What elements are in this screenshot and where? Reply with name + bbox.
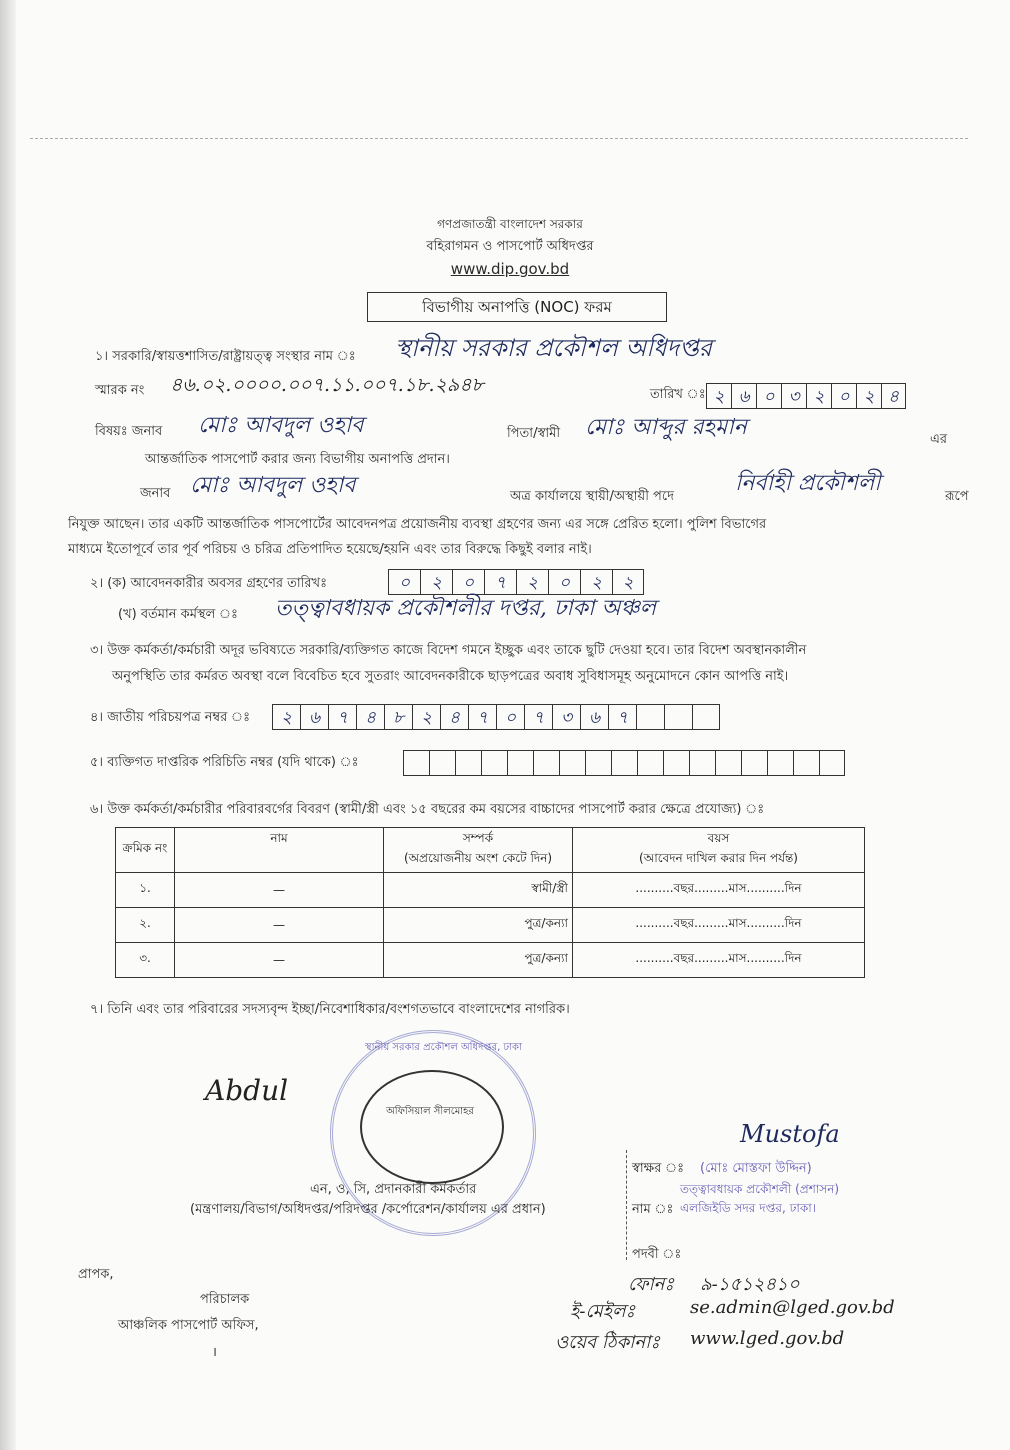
nid-digit: ৭ xyxy=(524,704,552,730)
nid-digit: ৮ xyxy=(384,704,412,730)
phone-value: ৯-১৫১২৪১০ xyxy=(700,1274,800,1295)
col-age-title: বয়স xyxy=(707,831,730,845)
phone-label: ফোনঃ xyxy=(628,1274,675,1295)
right-signature: Mustofa xyxy=(740,1120,840,1148)
recipient-office: আঞ্চলিক পাসপোর্ট অফিস, xyxy=(118,1318,259,1333)
retire-digit: ০ xyxy=(452,569,484,595)
row-age: ..........বছর.........মাস..........দিন xyxy=(573,943,865,978)
form-title: বিভাগীয় অনাপত্তি (NOC) ফরম xyxy=(367,292,667,322)
q3-line1: ৩। উক্ত কর্মকর্তা/কর্মচারী অদূর ভবিষ্যতে সরকারি/ব্যক্তিগত কাজে বিদেশ গমনে ইচ্ছুক এবং তাকে ছুটি দেওয়া হবে। তার বিদেশ অবস্থানকালীন xyxy=(90,643,807,658)
nid-digit: ৬ xyxy=(580,704,608,730)
family-label: ৬। উক্ত কর্মকর্তা/কর্মচারীর পরিবারবর্গের বিবরণ (স্বামী/স্ত্রী এবং ১৫ বছরের কম বয়সের বাচ্চাদের পাসপোর্ট করার ক্ষেত্রে প্রযোজ্য) ঃ xyxy=(90,802,765,817)
nid-digit xyxy=(692,704,720,730)
date-digit: ০ xyxy=(756,383,781,409)
date-digit: ২ xyxy=(806,383,831,409)
subject-label: বিষয়ঃ জনাব xyxy=(95,424,163,439)
row-age: ..........বছর.........মাস..........দিন xyxy=(573,873,865,908)
father-name: মোঃ আব্দুর রহমান xyxy=(585,415,747,440)
family-table xyxy=(115,827,865,978)
official-id-box xyxy=(585,750,611,776)
recipient-title: পরিচালক xyxy=(200,1292,250,1307)
nid-digit: ৪ xyxy=(356,704,384,730)
nid-digit: ০ xyxy=(496,704,524,730)
official-id-box xyxy=(715,750,741,776)
workplace-label: (খ) বর্তমান কর্মস্থল ঃ xyxy=(118,607,238,622)
seal-placeholder-oval xyxy=(360,1070,504,1184)
retire-digit: ২ xyxy=(612,569,644,595)
q3-line2: অনুপস্থিতি তার কর্মরত অবস্থা বলে বিবেচিত হবে সুতরাং আবেদনকারীকে ছাড়পত্রের অবাধ সুবিধাসমূহ অনুমোদনে কোন আপত্তি নাই। xyxy=(112,669,789,684)
col-relation-title: সম্পর্ক xyxy=(462,831,494,845)
official-id-box xyxy=(637,750,663,776)
official-id-box xyxy=(793,750,819,776)
nid-digit xyxy=(636,704,664,730)
nid-digit: ৬ xyxy=(300,704,328,730)
table-row xyxy=(116,873,865,908)
official-id-label: ৫। ব্যক্তিগত দাপ্তরিক পরিচিতি নম্বর (যদি থাকে) ঃ xyxy=(90,755,359,770)
retire-digit: ৭ xyxy=(484,569,516,595)
row-name: — xyxy=(175,873,384,908)
memo-number: ৪৬.০২.০০০০.০০৭.১১.০০৭.১৮.২৯৪৮ xyxy=(170,374,484,396)
q1-paragraph-line2: মাধ্যমে ইতোপূর্বে তার পূর্ব পরিচয় ও চরিত্র প্রতিপাদিত হয়েছে/হয়নি এবং তার বিরুদ্ধে কিছুই বলার নাই। xyxy=(68,542,592,557)
col-age-note: (আবেদন দাখিল করার দিন পর্যন্ত) xyxy=(639,851,798,865)
row-relation: পুত্র/কন্যা xyxy=(384,908,573,943)
table-row xyxy=(116,908,865,943)
scan-edge-shadow xyxy=(0,0,16,1450)
row-relation: স্বামী/স্ত্রী xyxy=(384,873,573,908)
retire-digit: ২ xyxy=(580,569,612,595)
retire-digit: ০ xyxy=(548,569,580,595)
nid-digit: ৭ xyxy=(608,704,636,730)
seal-label: অফিসিয়াল সীলমোহর xyxy=(386,1106,474,1117)
date-digit: ৬ xyxy=(731,383,756,409)
er-suffix: এর xyxy=(930,432,948,447)
official-id-box xyxy=(741,750,767,776)
website-link: www.dip.gov.bd xyxy=(450,260,570,278)
col-serial: ক্রমিক নং xyxy=(116,828,175,873)
date-digit: ৩ xyxy=(781,383,806,409)
official-id-boxes xyxy=(403,750,845,776)
nid-digit: ২ xyxy=(272,704,300,730)
left-signature: Abdul xyxy=(205,1074,289,1107)
date-digit: ২ xyxy=(856,383,881,409)
official-id-box xyxy=(767,750,793,776)
officer-line2: (মন্ত্রণালয়/বিভাগ/অধিদপ্তর/পরিদপ্তর /কর্পোরেশন/কার্যালয় এর প্রধান) xyxy=(190,1202,546,1217)
father-label: পিতা/স্বামী xyxy=(507,426,561,441)
col-age xyxy=(573,828,865,873)
date-label: তারিখ ঃ xyxy=(650,387,706,402)
col-relation xyxy=(384,828,573,873)
official-id-box xyxy=(481,750,507,776)
nid-digit: ২ xyxy=(412,704,440,730)
name-label: নাম ঃ xyxy=(632,1202,674,1217)
row-serial: ২. xyxy=(116,908,175,943)
date-digit: ৪ xyxy=(881,383,906,409)
official-id-box xyxy=(819,750,845,776)
top-dashed-line xyxy=(30,138,968,139)
retire-date-label: ২। (ক) আবেদনকারীর অবসর গ্রহণের তারিখঃ xyxy=(90,576,327,591)
nid-digit: ৩ xyxy=(552,704,580,730)
retire-digit: ২ xyxy=(516,569,548,595)
govt-name: গণপ্রজাতন্ত্রী বাংলাদেশ সরকার xyxy=(437,217,583,231)
col-name: নাম xyxy=(175,828,384,873)
recipient-label: প্রাপক, xyxy=(78,1267,114,1282)
date-boxes xyxy=(706,383,906,409)
sign-value: (মোঃ মোস্তফা উদ্দিন) xyxy=(700,1161,812,1176)
official-id-box xyxy=(429,750,455,776)
official-id-box xyxy=(611,750,637,776)
stamp-text: স্থানীয় সরকার প্রকৌশল অধিদপ্তর, ঢাকা xyxy=(365,1042,522,1053)
official-id-box xyxy=(559,750,585,776)
row-name: — xyxy=(175,908,384,943)
official-id-box xyxy=(455,750,481,776)
workplace-value: তত্ত্বাবধায়ক প্রকৌশলীর দপ্তর, ঢাকা অঞ্চল xyxy=(275,596,657,621)
recipient-dot: । xyxy=(212,1345,217,1360)
table-header-row xyxy=(116,828,865,873)
official-id-box xyxy=(507,750,533,776)
sign-label: স্বাক্ষর ঃ xyxy=(632,1161,685,1176)
date-digit: ২ xyxy=(706,383,731,409)
nid-digit: ৭ xyxy=(328,704,356,730)
subject-line2: আন্তর্জাতিক পাসপোর্ট করার জন্য বিভাগীয় অনাপত্তি প্রদান। xyxy=(145,452,450,467)
post-label: পদবী ঃ xyxy=(632,1247,682,1262)
officer-line1: এন, ও, সি, প্রদানকারী কর্মকর্তার xyxy=(310,1182,477,1197)
nid-digit: ৪ xyxy=(440,704,468,730)
janab-label: জনাব xyxy=(140,486,171,501)
row-age: ..........বছর.........মাস..........দিন xyxy=(573,908,865,943)
retire-digit: ০ xyxy=(388,569,420,595)
rupe-suffix: রূপে xyxy=(945,489,969,504)
row-serial: ১. xyxy=(116,873,175,908)
org-name-value: স্থানীয় সরকার প্রকৌশল অধিদপ্তর xyxy=(395,334,713,362)
citizenship-statement: ৭। তিনি এবং তার পরিবারের সদস্যবৃন্দ ইচ্ছা/নিবেশাধিকার/বংশগতভাবে বাংলাদেশের নাগরিক। xyxy=(90,1002,570,1017)
email-value: se.admin@lged.gov.bd xyxy=(690,1297,895,1318)
date-digit: ০ xyxy=(831,383,856,409)
nid-digit xyxy=(664,704,692,730)
official-id-box xyxy=(663,750,689,776)
row-serial: ৩. xyxy=(116,943,175,978)
designation-value: নির্বাহী প্রকৌশলী xyxy=(735,471,881,496)
official-id-box xyxy=(689,750,715,776)
nid-digit: ৭ xyxy=(468,704,496,730)
signatory-divider xyxy=(626,1150,628,1260)
org-name-label: ১। সরকারি/স্বায়ত্তশাসিত/রাষ্ট্রায়ত্ত্ব সংস্থার নাম ঃ xyxy=(95,349,356,364)
dept-name: বহিরাগমন ও পাসপোর্ট অধিদপ্তর xyxy=(426,239,594,254)
official-id-box xyxy=(403,750,429,776)
q1-paragraph-line1: নিযুক্ত আছেন। তার একটি আন্তর্জাতিক পাসপোর্টের আবেদনপত্র প্রয়োজনীয় ব্যবস্থা গ্রহণের জন্য এর সঙ্গে প্রেরিত হলো। পুলিশ বিভাগের xyxy=(68,517,767,532)
col-relation-note: (অপ্রয়োজনীয় অংশ কেটে দিন) xyxy=(403,851,553,865)
official-id-box xyxy=(533,750,559,776)
stamp-office: এলজিইডি সদর দপ্তর, ঢাকা। xyxy=(680,1201,817,1215)
applicant-name: মোঃ আবদুল ওহাব xyxy=(190,473,356,498)
email-label: ই-মেইলঃ xyxy=(570,1301,636,1322)
subject-person-name: মোঃ আবদুল ওহাব xyxy=(198,413,364,438)
retire-digit: ২ xyxy=(420,569,452,595)
web-label: ওয়েব ঠিকানাঃ xyxy=(555,1332,660,1353)
table-row xyxy=(116,943,865,978)
row-relation: পুত্র/কন্যা xyxy=(384,943,573,978)
nid-boxes xyxy=(272,704,720,730)
memo-label: স্মারক নং xyxy=(95,383,145,398)
nid-label: ৪। জাতীয় পরিচয়পত্র নম্বর ঃ xyxy=(90,710,251,725)
web-value: www.lged.gov.bd xyxy=(690,1328,845,1349)
stamp-designation: তত্ত্বাবধায়ক প্রকৌশলী (প্রশাসন) xyxy=(680,1182,840,1196)
row-name: — xyxy=(175,943,384,978)
office-text: অত্র কার্যালয়ে স্থায়ী/অস্থায়ী পদে xyxy=(510,489,674,504)
